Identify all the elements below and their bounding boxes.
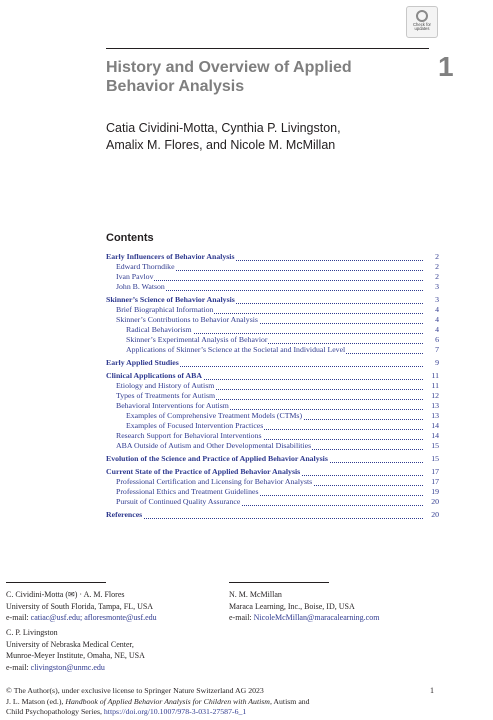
series-line: Child Psychopathology Series, https://doi.org/10.1007/978-3-031-27587-6_1	[6, 707, 247, 716]
toc-entry[interactable]	[106, 401, 439, 411]
authors-line2: Amalix M. Flores, and Nicole M. McMillan	[106, 138, 336, 152]
toc-entry-page[interactable]: 3	[435, 295, 439, 304]
toc-entry-page[interactable]: 13	[431, 401, 439, 410]
toc-entry-page[interactable]: 7	[435, 345, 439, 354]
toc-entry-title[interactable]: Radical Behaviorism	[126, 325, 192, 334]
toc-entry-page[interactable]: 2	[435, 252, 439, 261]
toc-entry-title[interactable]: References	[106, 510, 143, 519]
toc-entry-title[interactable]: Professional Ethics and Treatment Guidelines	[116, 487, 259, 496]
toc-entry-page[interactable]: 12	[431, 391, 439, 400]
toc-entry-title[interactable]: Types of Treatments for Autism	[116, 391, 216, 400]
toc-entry-title[interactable]: Pursuit of Continued Quality Assurance	[116, 497, 241, 506]
email-link[interactable]: catiac@usf.edu; afloresmonte@usf.edu	[30, 613, 157, 622]
envelope-icon[interactable]: ✉	[68, 590, 75, 599]
toc-entry-page[interactable]: 20	[431, 510, 439, 519]
chapter-title	[106, 58, 396, 96]
footnote-rule-right	[229, 582, 329, 583]
affiliation-email-line: e-mail: catiac@usf.edu; afloresmonte@usf.edu	[6, 613, 157, 622]
toc-entry-title[interactable]: Evolution of the Science and Practice of Applied Behavior Analysis	[106, 454, 328, 463]
toc-entry-title[interactable]: Behavioral Interventions for Autism	[116, 401, 229, 410]
chapter-number: 1	[438, 51, 454, 82]
toc-entry-page[interactable]: 4	[435, 305, 439, 314]
chapter-title-line1: History and Overview of Applied	[106, 59, 352, 76]
toc-entry-page[interactable]: 14	[431, 431, 439, 440]
affiliation-name: N. M. McMillan	[229, 590, 282, 599]
toc-entry[interactable]	[106, 477, 439, 487]
affiliation-names: C. Cividini-Motta (✉) · A. M. Flores	[6, 590, 125, 599]
toc-entry[interactable]	[106, 252, 439, 262]
toc-entry[interactable]	[106, 431, 439, 441]
toc-entry-title[interactable]: Skinner’s Contributions to Behavior Analysis	[116, 315, 258, 324]
toc-entry[interactable]	[106, 497, 439, 507]
affiliation-livingston	[6, 627, 145, 673]
toc-entry-page[interactable]: 6	[435, 335, 439, 344]
check-for-updates-badge[interactable]	[406, 6, 438, 38]
toc-entry-page[interactable]: 11	[431, 381, 439, 390]
toc-entry[interactable]	[106, 358, 439, 368]
toc-entry-page[interactable]: 17	[431, 477, 439, 486]
toc-entry-title[interactable]: Skinner’s Experimental Analysis of Behavior	[126, 335, 268, 344]
toc-entry-page[interactable]: 17	[431, 467, 439, 476]
toc-entry-title[interactable]: Clinical Applications of ABA	[106, 371, 202, 380]
toc-entry[interactable]	[106, 391, 439, 401]
toc-entry-page[interactable]: 14	[431, 421, 439, 430]
toc-entry-title[interactable]: Examples of Comprehensive Treatment Models (CTMs)	[126, 411, 303, 420]
toc-entry-title[interactable]: ABA Outside of Autism and Other Developmental Disabilities	[116, 441, 312, 450]
copyright-block	[6, 686, 436, 718]
toc-entry-page[interactable]: 2	[435, 272, 439, 281]
affiliation-address-1: University of Nebraska Medical Center,	[6, 639, 134, 649]
book-title: Handbook of Applied Behavior Analysis for Children with Autism	[65, 696, 270, 706]
toc-entry-title[interactable]: Applications of Skinner’s Science at the Societal and Individual Level	[126, 345, 346, 354]
author-list	[106, 120, 426, 154]
toc-leader-dots	[106, 517, 423, 519]
toc-entry[interactable]	[106, 371, 439, 381]
affiliation-address: University of South Florida, Tampa, FL, USA	[6, 601, 154, 611]
toc-entry-title[interactable]: Current State of the Practice of Applied Behavior Analysis	[106, 467, 301, 476]
footnote-rule-left	[6, 582, 106, 583]
badge-line1: Check for	[413, 22, 431, 27]
affiliation-email-line: e-mail: NicoleMcMillan@maracalearning.com	[229, 613, 380, 622]
toc-entry[interactable]	[106, 262, 439, 272]
toc-entry[interactable]	[106, 421, 439, 431]
toc-entry-title[interactable]: Early Influencers of Behavior Analysis	[106, 252, 235, 261]
toc-entry-page[interactable]: 15	[431, 441, 439, 450]
affiliation-name: C. P. Livingston	[6, 628, 58, 637]
toc-entry-page[interactable]: 11	[431, 371, 439, 380]
toc-leader-dots	[116, 279, 423, 281]
toc-entry[interactable]	[106, 305, 439, 315]
email-link[interactable]: clivingston@unmc.edu	[30, 662, 105, 672]
toc-entry-page[interactable]: 9	[435, 358, 439, 367]
toc-entry[interactable]	[106, 282, 439, 292]
toc-entry-page[interactable]: 4	[435, 325, 439, 334]
toc-entry[interactable]	[106, 295, 439, 305]
page-number: 1	[430, 686, 434, 695]
toc-entry-title[interactable]: Research Support for Behavioral Interventions	[116, 431, 262, 440]
authors-line1: Catia Cividini-Motta, Cynthia P. Livingston,	[106, 121, 341, 135]
toc-entry[interactable]	[106, 325, 439, 335]
toc-entry[interactable]	[106, 381, 439, 391]
copyright-line: © The Author(s), under exclusive license to Springer Nature Switzerland AG 2023	[6, 686, 264, 695]
contents-heading: Contents	[106, 232, 154, 244]
toc-entry-page[interactable]: 19	[431, 487, 439, 496]
toc-entry[interactable]	[106, 510, 439, 520]
toc-entry[interactable]	[106, 454, 439, 464]
toc-entry-title[interactable]: Brief Biographical Information	[116, 305, 214, 314]
toc-entry[interactable]	[106, 335, 439, 345]
affiliation-cividini-flores	[6, 589, 157, 624]
toc-entry-title[interactable]: Examples of Focused Intervention Practices	[126, 421, 264, 430]
chapter-title-line2: Behavior Analysis	[106, 78, 245, 95]
badge-line2: updates	[414, 26, 430, 32]
citation-line: J. L. Matson (ed.), Handbook of Applied Behavior Analysis for Children with Autism, Autism and	[6, 696, 310, 706]
toc-entry-title[interactable]: Early Applied Studies	[106, 358, 179, 367]
toc-entry[interactable]	[106, 487, 439, 497]
doi-link[interactable]: https://doi.org/10.1007/978-3-031-27587-6_1	[103, 707, 247, 716]
affiliation-mcmillan	[229, 589, 379, 624]
toc-entry-page[interactable]: 15	[431, 454, 439, 463]
toc-entry-title[interactable]: Edward Thorndike	[116, 262, 175, 271]
email-link[interactable]: NicoleMcMillan@maracalearning.com	[253, 613, 380, 622]
toc-entry[interactable]	[106, 272, 439, 282]
toc-entry-page[interactable]: 3	[435, 282, 439, 291]
toc-entry-page[interactable]: 13	[431, 411, 439, 420]
toc-entry[interactable]	[106, 315, 439, 325]
header-rule	[106, 48, 429, 49]
affiliation-email-line: e-mail: clivingston@unmc.edu	[6, 662, 105, 672]
affiliation-address-2: Munroe-Meyer Institute, Omaha, NE, USA	[6, 651, 145, 660]
toc-entry-title[interactable]: Etiology and History of Autism	[116, 381, 215, 390]
toc-entry-page[interactable]: 20	[431, 497, 439, 506]
toc-entry-page[interactable]: 4	[435, 315, 439, 324]
toc-entry[interactable]	[106, 411, 439, 421]
toc-entry[interactable]	[106, 467, 439, 477]
check-updates-icon	[416, 10, 428, 22]
toc-entry-page[interactable]: 2	[435, 262, 439, 271]
toc-entry-title[interactable]: John B. Watson	[116, 282, 165, 291]
toc-entry[interactable]	[106, 441, 439, 451]
affiliation-address: Maraca Learning, Inc., Boise, ID, USA	[229, 601, 355, 611]
toc-entry-title[interactable]: Skinner’s Science of Behavior Analysis	[106, 295, 235, 304]
toc-entry[interactable]	[106, 345, 439, 355]
toc-entry-title[interactable]: Ivan Pavlov	[116, 272, 154, 281]
toc-entry-title[interactable]: Professional Certification and Licensing for Behavior Analysts	[116, 477, 313, 486]
